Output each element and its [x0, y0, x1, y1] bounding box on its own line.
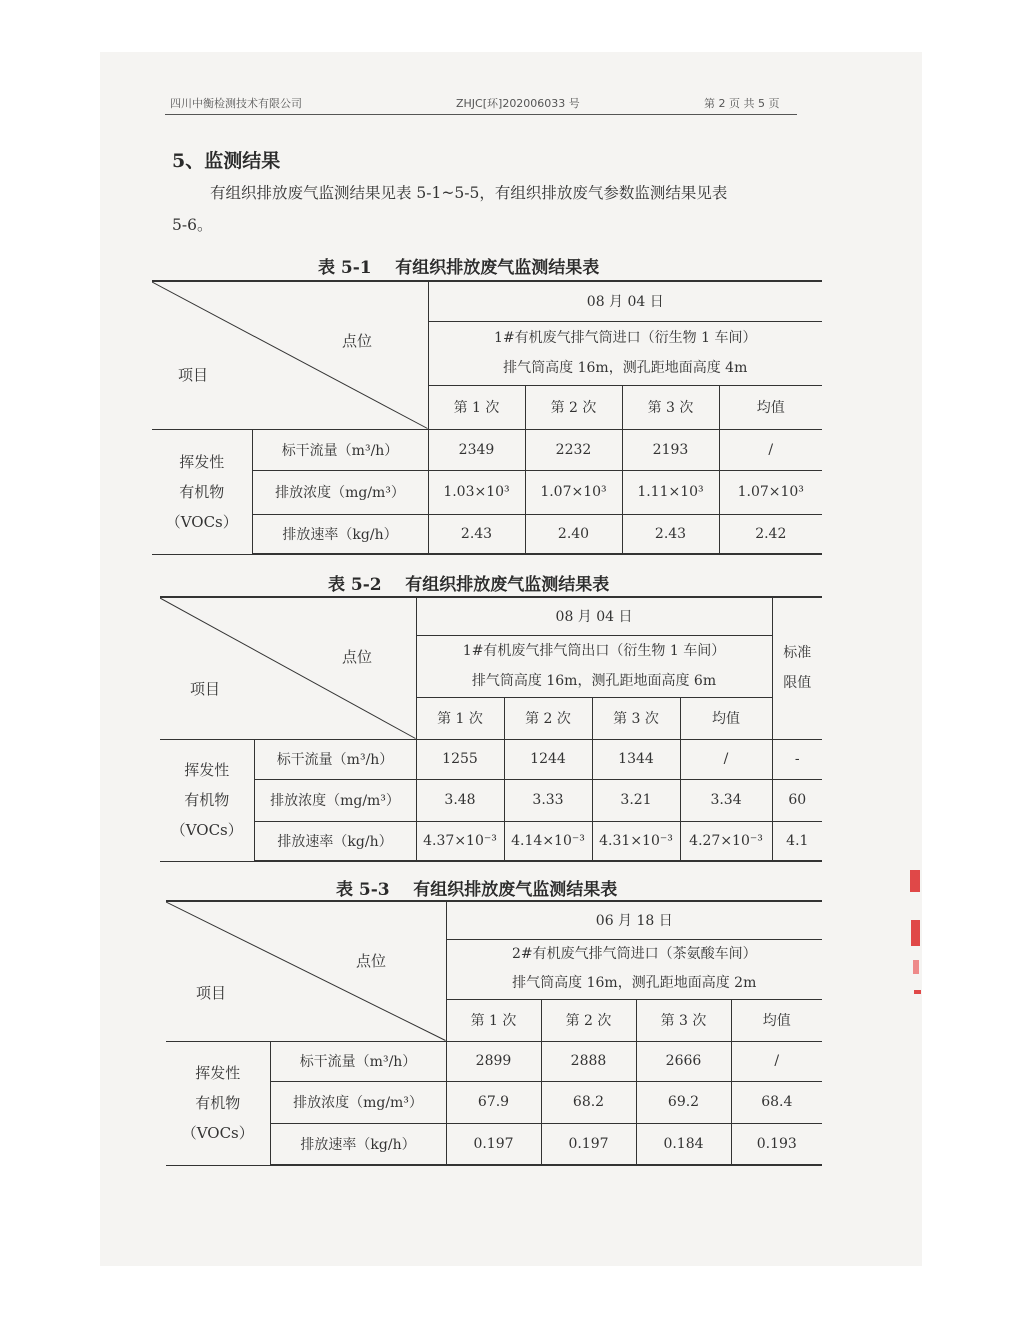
red-seal-fragment	[908, 860, 922, 1010]
mean-header: 均值	[731, 999, 822, 1041]
table-title: 表 5-1 有组织排放废气监测结果表	[318, 258, 600, 278]
value-cell: 69.2	[636, 1081, 731, 1123]
value-cell: 2.43	[428, 514, 525, 554]
group-line1: 挥发性	[184, 761, 230, 779]
pollutant-group-cell	[166, 1041, 270, 1165]
table-title: 表 5-3 有组织排放废气监测结果表	[336, 880, 618, 900]
diag-label-item: 项目	[178, 366, 209, 384]
diag-label-item: 项目	[196, 984, 227, 1002]
value-cell: 67.9	[446, 1081, 541, 1123]
diagonal-header-cell	[160, 597, 416, 739]
pollutant-group-cell	[160, 739, 254, 861]
run-header: 第 2 次	[504, 697, 592, 739]
row-name: 排放速率（kg/h）	[270, 1123, 446, 1165]
value-cell: 1.03×10³	[428, 470, 525, 514]
run-header: 第 1 次	[416, 697, 504, 739]
value-cell: 0.197	[446, 1123, 541, 1165]
limit-header-cell	[772, 597, 822, 739]
table-title: 表 5-2 有组织排放废气监测结果表	[328, 575, 610, 595]
diag-label-point: 点位	[342, 332, 373, 350]
value-cell: 2232	[525, 429, 622, 470]
diag-label-point: 点位	[356, 952, 387, 970]
diag-label-item: 项目	[190, 680, 221, 698]
row-name: 标干流量（m³/h）	[270, 1041, 446, 1081]
row-name: 排放浓度（mg/m³）	[252, 470, 428, 514]
header-company: 四川中衡检测技术有限公司	[170, 97, 302, 110]
value-cell: 2888	[541, 1041, 636, 1081]
location-line2: 排气筒高度 16m，测孔距地面高度 2m	[512, 975, 757, 991]
value-cell: 2193	[622, 429, 719, 470]
value-cell: 68.4	[731, 1081, 822, 1123]
value-cell: 68.2	[541, 1081, 636, 1123]
limit-cell: 4.1	[772, 821, 822, 861]
value-cell: 1.07×10³	[719, 470, 822, 514]
value-cell: 4.37×10⁻³	[416, 821, 504, 861]
value-cell: 0.184	[636, 1123, 731, 1165]
value-cell: /	[731, 1041, 822, 1081]
value-cell: 2.40	[525, 514, 622, 554]
value-cell: 4.31×10⁻³	[592, 821, 680, 861]
header-page-number: 第 2 页 共 5 页	[704, 97, 780, 110]
mean-header: 均值	[680, 697, 772, 739]
location-cell	[428, 321, 822, 385]
diagonal-line	[152, 282, 428, 429]
date-cell: 08 月 04 日	[428, 281, 822, 321]
value-cell: 2.42	[719, 514, 822, 554]
row-name: 标干流量（m³/h）	[252, 429, 428, 470]
location-line2: 排气筒高度 16m，测孔距地面高度 6m	[471, 673, 717, 689]
row-name: 排放浓度（mg/m³）	[254, 779, 416, 821]
location-line1: 2#有机废气排气筒进口（茶氨酸车间）	[511, 946, 757, 962]
row-name: 排放浓度（mg/m³）	[270, 1081, 446, 1123]
group-line2: 有机物	[195, 1094, 241, 1112]
section-heading: 5、监测结果	[172, 150, 281, 172]
value-cell: 3.34	[680, 779, 772, 821]
row-name: 标干流量（m³/h）	[254, 739, 416, 779]
location-cell	[416, 635, 772, 697]
header-report-number: ZHJC[环]202006033 号	[456, 97, 580, 110]
pollutant-group-cell	[152, 429, 252, 554]
mean-header: 均值	[719, 385, 822, 429]
group-line1: 挥发性	[195, 1064, 241, 1082]
row-name: 排放速率（kg/h）	[254, 821, 416, 861]
group-line3: （VOCs）	[165, 512, 238, 531]
seal-marks	[908, 860, 922, 1010]
diag-label-point: 点位	[342, 648, 373, 666]
group-line2: 有机物	[179, 482, 225, 501]
results-table-5-2	[160, 596, 822, 862]
group-line3: （VOCs）	[170, 821, 243, 839]
value-cell: 3.21	[592, 779, 680, 821]
run-header: 第 1 次	[446, 999, 541, 1041]
location-cell	[446, 939, 822, 999]
results-table-5-1	[152, 280, 822, 555]
value-cell: /	[719, 429, 822, 470]
value-cell: 1.07×10³	[525, 470, 622, 514]
value-cell: 2.43	[622, 514, 719, 554]
location-line1: 1#有机废气排气筒进口（衍生物 1 车间）	[494, 330, 757, 346]
run-header: 第 3 次	[592, 697, 680, 739]
group-line1: 挥发性	[179, 452, 225, 471]
diagonal-header-cell	[166, 901, 446, 1041]
diagonal-line	[166, 902, 446, 1041]
value-cell: 1244	[504, 739, 592, 779]
run-header: 第 2 次	[525, 385, 622, 429]
location-line2: 排气筒高度 16m，测孔距地面高度 4m	[503, 360, 748, 376]
diagonal-line	[160, 598, 416, 739]
limit-cell: -	[772, 739, 822, 779]
results-table-5-3	[166, 900, 822, 1166]
section-paragraph-line1: 有组织排放废气监测结果见表 5-1~5-5，有组织排放废气参数监测结果见表	[210, 184, 728, 202]
limit-cell: 60	[772, 779, 822, 821]
limit-header-line2: 限值	[783, 675, 812, 692]
group-line2: 有机物	[184, 791, 230, 809]
value-cell: 1.11×10³	[622, 470, 719, 514]
value-cell: 0.197	[541, 1123, 636, 1165]
run-header: 第 3 次	[622, 385, 719, 429]
value-cell: 1344	[592, 739, 680, 779]
value-cell: 2666	[636, 1041, 731, 1081]
run-header: 第 3 次	[636, 999, 731, 1041]
limit-header-line1: 标准	[783, 645, 812, 662]
run-header: 第 2 次	[541, 999, 636, 1041]
location-line1: 1#有机废气排气筒出口（衍生物 1 车间）	[462, 643, 726, 659]
section-paragraph-line2: 5-6。	[172, 216, 213, 234]
value-cell: 4.14×10⁻³	[504, 821, 592, 861]
date-cell: 06 月 18 日	[446, 901, 822, 939]
header-divider	[165, 114, 797, 115]
group-line3: （VOCs）	[181, 1124, 254, 1142]
diagonal-header-cell	[152, 281, 428, 429]
value-cell: 4.27×10⁻³	[680, 821, 772, 861]
date-cell: 08 月 04 日	[416, 597, 772, 635]
row-name: 排放速率（kg/h）	[252, 514, 428, 554]
value-cell: 3.48	[416, 779, 504, 821]
value-cell: 1255	[416, 739, 504, 779]
value-cell: 3.33	[504, 779, 592, 821]
value-cell: 2899	[446, 1041, 541, 1081]
value-cell: /	[680, 739, 772, 779]
run-header: 第 1 次	[428, 385, 525, 429]
value-cell: 0.193	[731, 1123, 822, 1165]
value-cell: 2349	[428, 429, 525, 470]
